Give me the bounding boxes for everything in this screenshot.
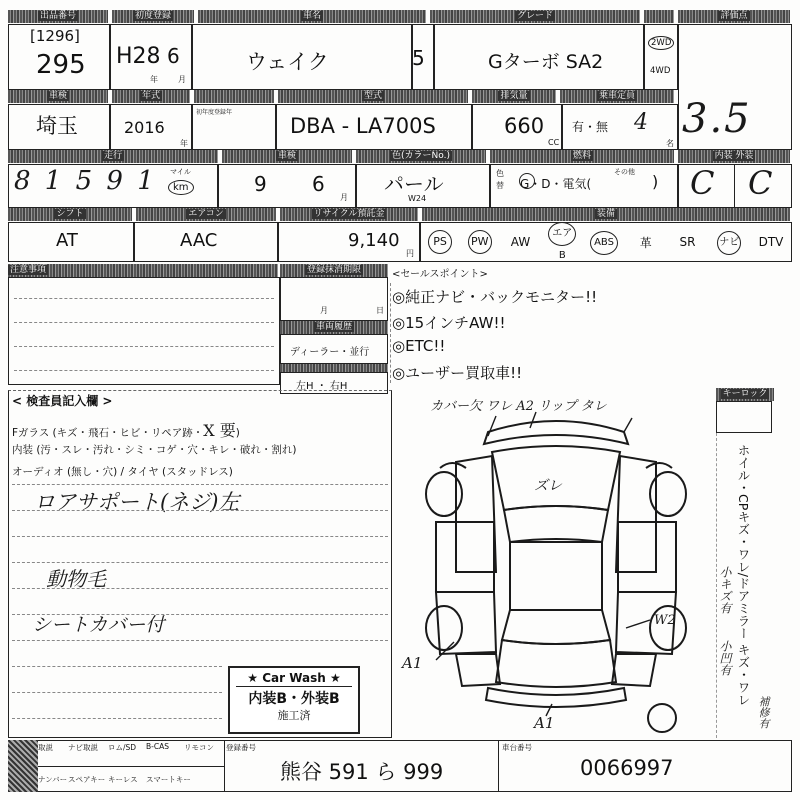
footer-plate-label: ナンバー: [38, 775, 68, 784]
equip-navi-label: ナビ: [717, 231, 741, 255]
chassis-label: 車台番号: [502, 743, 532, 752]
footer-keyless: キーレス: [108, 775, 138, 784]
inspector-line-2: 内装 (汚・スレ・汚れ・シミ・コゲ・穴・キレ・破れ・割れ): [12, 444, 297, 456]
fuel-other-label: その他: [614, 168, 635, 176]
footer-smart-key: スマートキー: [146, 775, 191, 784]
transmission: AT: [56, 230, 78, 251]
trans-header: シフト: [8, 208, 132, 221]
first-reg-unit: 年: [180, 139, 188, 148]
drive-4wd: 4WD: [650, 66, 671, 76]
inspector-title: < 検査員記入欄 >: [12, 394, 113, 408]
year-unit: 年: [150, 75, 158, 84]
lot-number: 295: [36, 50, 86, 80]
plate-label: 登録番号: [226, 743, 256, 752]
footer-stamp-pattern: [8, 740, 38, 792]
carwash-done: 施工済: [277, 709, 311, 722]
equip-leather: 革: [639, 235, 652, 250]
ie-divider: [734, 164, 735, 208]
carwash-body: 内装B・外装B: [248, 691, 340, 707]
carwash-stamp: [228, 666, 360, 734]
sales-divider: [390, 283, 392, 383]
inspection-header: 車検: [222, 150, 352, 163]
mileage-header: 走行: [8, 150, 218, 163]
inspector-line: [12, 640, 388, 641]
diagram-note-a1-bottom: A1: [534, 714, 555, 732]
mileage: 8 1 5 9 1: [14, 166, 157, 196]
history-value: ディーラー・並行: [290, 347, 370, 358]
equip-abs-label: ABS: [590, 231, 618, 255]
lot-header: 出品番号: [8, 10, 108, 23]
seats-unit: 名: [666, 139, 674, 148]
seats-header: 乗車定員: [560, 90, 674, 103]
sales-point-1: ◎純正ナビ・バックモニター!!: [392, 288, 598, 306]
equip-dtv: DTV: [758, 235, 784, 249]
registration-month: 月: [320, 306, 328, 315]
score-header: 評価点: [678, 10, 790, 23]
amount-unit: 円: [406, 249, 414, 258]
inspector-hand-3: シートカバー付: [32, 614, 165, 636]
registration-box: [280, 277, 388, 321]
interior-grade: C: [690, 164, 715, 202]
footer-navi-manual: ナビ取説: [68, 743, 98, 752]
car-diagram: [396, 392, 716, 740]
diagram-side-text: ホイル・CPキズ・ワレ/ドアミラー キズ・ワレ: [736, 444, 751, 706]
diagram-note-a1-left: A1: [402, 654, 423, 672]
inspection-box: [218, 164, 356, 208]
ac-header: エアコン: [136, 208, 276, 221]
inspector-line: [12, 588, 388, 589]
footer-spare-key: スペアキー: [68, 775, 106, 784]
inspector-hand-2: 動物毛: [46, 567, 106, 591]
notes-line: [14, 370, 274, 371]
displacement: 660: [504, 114, 545, 138]
fuel: G・D・電気(: [520, 177, 592, 191]
equip-navi: [710, 230, 748, 255]
inspection-month-unit: 月: [340, 193, 348, 202]
history-header: 車両履歴: [280, 321, 388, 334]
inspector-line: [12, 614, 388, 615]
first-reg-note: 初年度登録年: [196, 109, 233, 116]
drive-box: [644, 24, 678, 90]
year-era: H28: [116, 44, 161, 69]
color-change-label: 色 替: [496, 169, 504, 190]
footer-labels-top: [38, 742, 222, 753]
ie-header: 内装 外装: [678, 150, 790, 163]
inspector-line: [12, 562, 388, 563]
equip-airbag: [543, 222, 581, 262]
footer-manual: 取説: [38, 743, 53, 752]
turbo: 有・無: [572, 120, 609, 134]
equip-airbag-label: エアB: [548, 222, 576, 246]
fglass-mark: X 要: [203, 421, 236, 440]
inspector-line: [12, 718, 222, 719]
model-code: DBA - LA700S: [290, 114, 436, 138]
color-header: 色(カラーNo.): [356, 150, 486, 163]
firstreg-note-header: [194, 90, 274, 103]
footer-labels-bottom: [38, 774, 222, 785]
mileage-prefix: マイル: [170, 168, 191, 176]
sales-title: <セールスポイント>: [392, 269, 488, 280]
inspector-line: [12, 692, 222, 693]
steering-header: [280, 364, 388, 372]
carwash-title: ★ Car Wash ★: [236, 670, 352, 687]
year-header: 初度登録: [112, 10, 194, 23]
equip-aw: AW: [510, 235, 531, 249]
exterior-grade: C: [748, 164, 773, 202]
registration-day: 日: [376, 306, 384, 315]
month-unit: 月: [178, 75, 186, 84]
footer-divider: [38, 766, 224, 767]
steering-value: 左H ・ 右H: [296, 381, 348, 392]
equip-abs: [585, 230, 623, 255]
footer-divider-v2: [498, 740, 499, 792]
notes-line: [14, 322, 274, 323]
cc-header: 排気量: [472, 90, 556, 103]
footer-bcas: B-CAS: [146, 742, 169, 751]
aircon: AAC: [180, 230, 218, 251]
amount: 9,140: [348, 230, 400, 251]
plate: 熊谷 591 ら 999: [280, 760, 444, 784]
equip-header: 装備: [422, 208, 790, 221]
equipment-list: [422, 226, 790, 261]
modelcode-header: 型式: [278, 90, 468, 103]
grade-header: グレード: [430, 10, 640, 23]
diagram-note-repair: 補修有: [757, 696, 770, 729]
color-code: W24: [408, 194, 427, 203]
inspection-year: 9: [254, 172, 267, 196]
cc-unit: CC: [548, 138, 560, 147]
first-reg-year: 2016: [124, 118, 165, 137]
footer-divider-v: [224, 740, 225, 792]
inspector-line: [12, 666, 222, 667]
chassis: 0066997: [580, 756, 674, 780]
fuel-close: ): [652, 172, 659, 191]
drive-2wd: 2WD: [648, 36, 674, 50]
drive-header: [644, 10, 674, 23]
region: 埼玉: [36, 114, 78, 138]
key-lock-header: キーロック: [716, 388, 774, 401]
notes-line: [14, 298, 274, 299]
fuel-header: 燃料: [490, 150, 674, 163]
equip-sr: SR: [679, 235, 696, 249]
fglass-text: Fガラス (キズ・飛石・ヒビ・リペア跡・: [12, 427, 204, 439]
diagram-note-small-scratch: 小キズ有: [718, 566, 732, 614]
score: 3.5: [682, 96, 752, 142]
firstreg-header: 年式: [112, 90, 190, 103]
equip-pw: [462, 230, 498, 254]
model-header: 車名: [198, 10, 426, 23]
equip-ps-label: PS: [428, 230, 452, 254]
notes-line: [14, 346, 274, 347]
inspector-line: [12, 510, 388, 511]
color: パール: [384, 172, 444, 196]
seats: 4: [634, 110, 648, 135]
equip-pw-label: PW: [468, 230, 492, 254]
sales-point-4: ◎ユーザー買取車!!: [392, 364, 523, 382]
inspector-line: [12, 484, 388, 485]
equip-ps: [422, 230, 458, 254]
diagram-note-small-dent: 小凹有: [718, 640, 732, 676]
registration-header: 登録抹消期限: [280, 264, 388, 277]
inspector-line: [12, 536, 388, 537]
footer-rom-sd: ロム/SD: [108, 743, 137, 752]
key-lock-box: [716, 401, 772, 433]
sales-point-3: ◎ETC!!: [392, 337, 446, 355]
year-month: 6: [167, 44, 180, 68]
inspector-hand-1: ロアサポート(ネジ)左: [34, 490, 240, 514]
grade: Gターボ SA2: [488, 51, 604, 73]
inspector-line-3: オーディオ (無し・穴) / タイヤ (スタッドレス): [12, 466, 233, 478]
inspector-line-1: [12, 418, 240, 441]
diagram-note-w2: W2: [654, 613, 676, 628]
doors: 5: [412, 46, 425, 70]
notes-box: [8, 277, 280, 385]
fuel-g-circle: [519, 173, 535, 189]
diagram-note-roof: ズレ: [534, 478, 562, 494]
notes-header: 注意事項: [8, 264, 278, 277]
inspection-month: 6: [312, 172, 325, 196]
footer-remote: リモコン: [184, 743, 214, 752]
region-header: 車検: [8, 90, 108, 103]
fglass-close: ): [235, 427, 240, 439]
lot-label: [1296]: [30, 27, 80, 45]
sales-point-2: ◎15インチAW!!: [392, 314, 506, 332]
mileage-unit: km: [168, 180, 194, 195]
amount-header: リサイクル預託金: [280, 208, 418, 221]
model-name: ウェイク: [246, 50, 329, 74]
diagram-note-top: カバー欠 ワレ A2 リップ タレ: [430, 399, 607, 414]
